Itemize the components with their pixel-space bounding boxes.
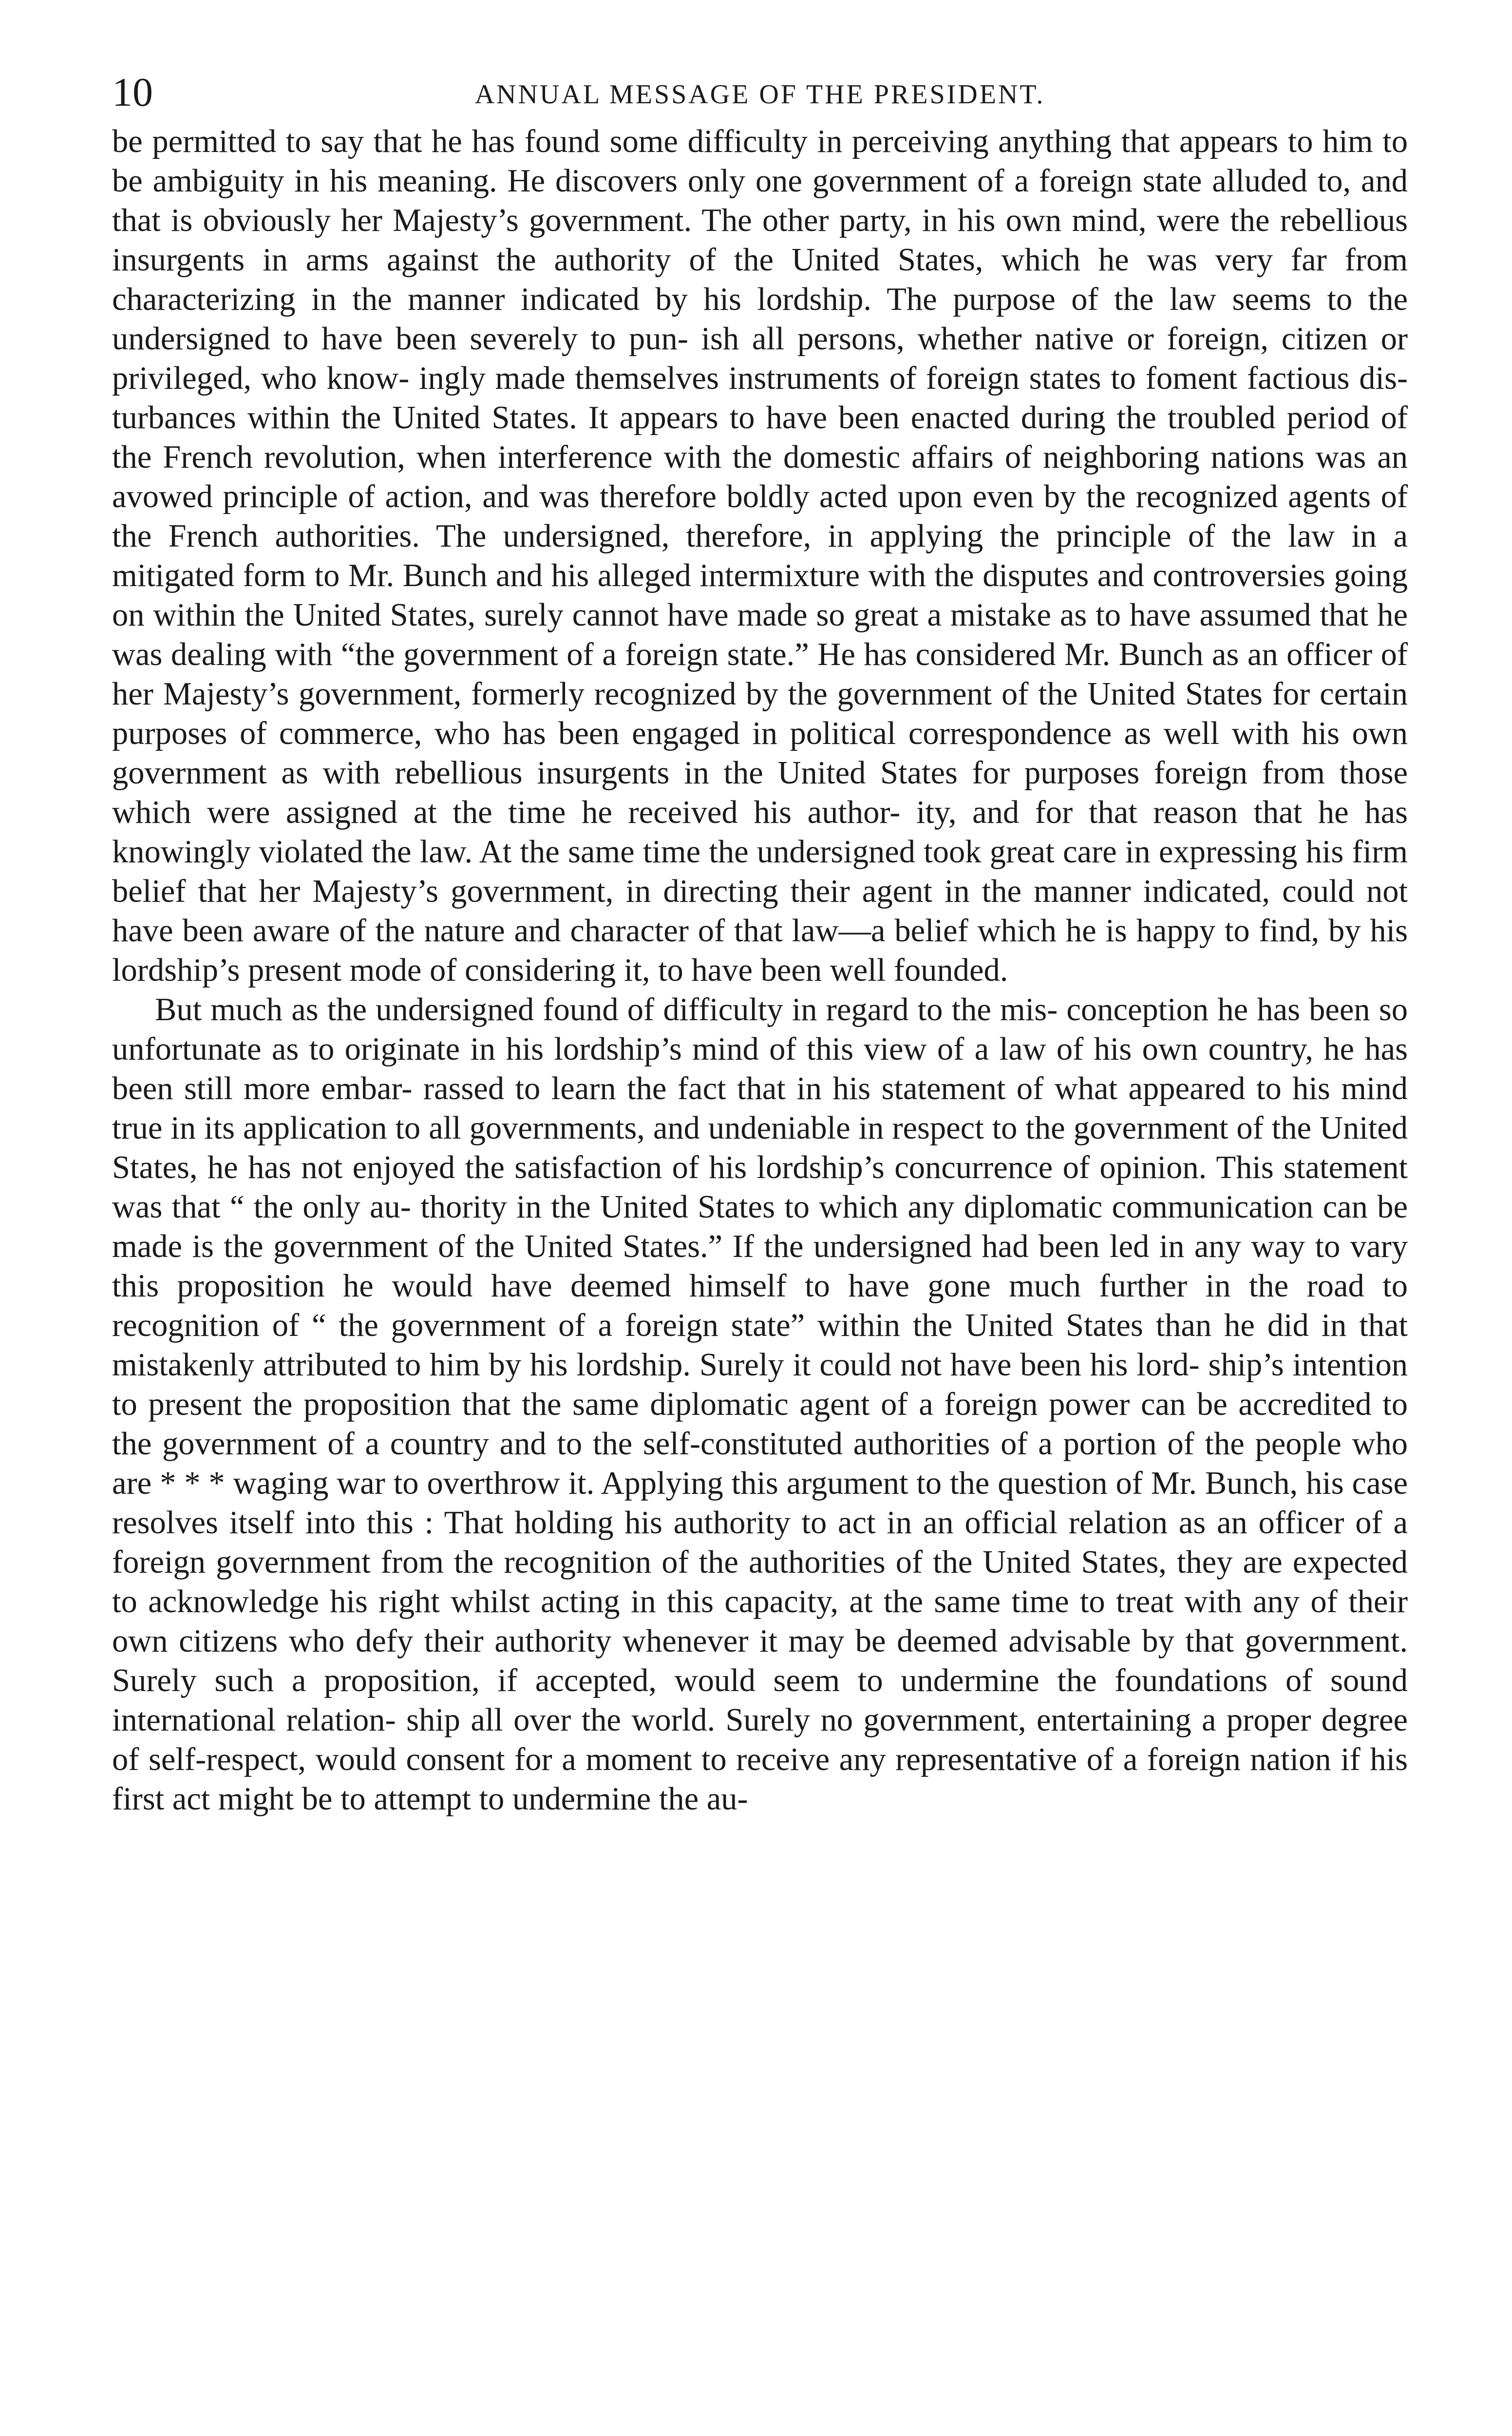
page-number: 10 bbox=[112, 70, 153, 115]
document-page bbox=[112, 58, 1408, 2407]
body-text bbox=[112, 122, 1408, 1819]
running-title: ANNUAL MESSAGE OF THE PRESIDENT. bbox=[474, 79, 1045, 110]
paragraph-continued: be permitted to say that he has found some difficulty in perceiving anything that appears to him to be ambiguity in his meaning. He discovers only one government of a foreign state alluded to, and that is obviously her Majesty’s government. The other party, in his own mind, were the rebellious insurgents in arms against the authority of the United States, which he was very far from characterizing in the manner indicated by his lordship. The purpose of the law seems to the undersigned to have been severely to pun- ish all persons, whether native or foreign, citizen or privileged, who know- ingly made themselves instruments of foreign states to foment factious dis- turbances within the United States. It appears to have been enacted during the troubled period of the French revolution, when interference with the domestic affairs of neighboring nations was an avowed principle of action, and was therefore boldly acted upon even by the recognized agents of the French authorities. The undersigned, therefore, in applying the principle of the law in a mitigated form to Mr. Bunch and his alleged intermixture with the disputes and controversies going on within the United States, surely cannot have made so great a mistake as to have assumed that he was dealing with “the government of a foreign state.” He has considered Mr. Bunch as an officer of her Majesty’s government, formerly recognized by the government of the United States for certain purposes of commerce, who has been engaged in political correspondence as well with his own government as with rebellious insurgents in the United States for purposes foreign from those which were assigned at the time he received his author- ity, and for that reason that he has knowingly violated the law. At the same time the undersigned took great care in expressing his firm belief that her Majesty’s government, in directing their agent in the manner indicated, could not have been aware of the nature and character of that law—a belief which he is happy to find, by his lordship’s present mode of considering it, to have been well founded. bbox=[112, 124, 1408, 988]
running-header bbox=[112, 58, 1408, 122]
paragraph: But much as the undersigned found of difficulty in regard to the mis- conception he has been so unfortunate as to originate in his lordship’s mind of this view of a law of his own country, he has been still more embar- rassed to learn the fact that in his statement of what appeared to his mind true in its application to all governments, and undeniable in respect to the government of the United States, he has not enjoyed the satisfaction of his lordship’s concurrence of opinion. This statement was that “ the only au- thority in the United States to which any diplomatic communication can be made is the government of the United States.” If the undersigned had been led in any way to vary this proposition he would have deemed himself to have gone much further in the road to recognition of “ the government of a foreign state” within the United States than he did in that mistakenly attributed to him by his lordship. Surely it could not have been his lord- ship’s intention to present the proposition that the same diplomatic agent of a foreign power can be accredited to the government of a country and to the self-constituted authorities of a portion of the people who are * * * waging war to overthrow it. Applying this argument to the question of Mr. Bunch, his case resolves itself into this : That holding his authority to act in an official relation as an officer of a foreign government from the recognition of the authorities of the United States, they are expected to acknowledge his right whilst acting in this capacity, at the same time to treat with any of their own citizens who defy their authority whenever it may be deemed advisable by that government. Surely such a proposition, if accepted, would seem to undermine the foundations of sound international relation- ship all over the world. Surely no government, entertaining a proper degree of self-respect, would consent for a moment to receive any representative of a foreign nation if his first act might be to attempt to undermine the au- bbox=[112, 992, 1408, 1817]
